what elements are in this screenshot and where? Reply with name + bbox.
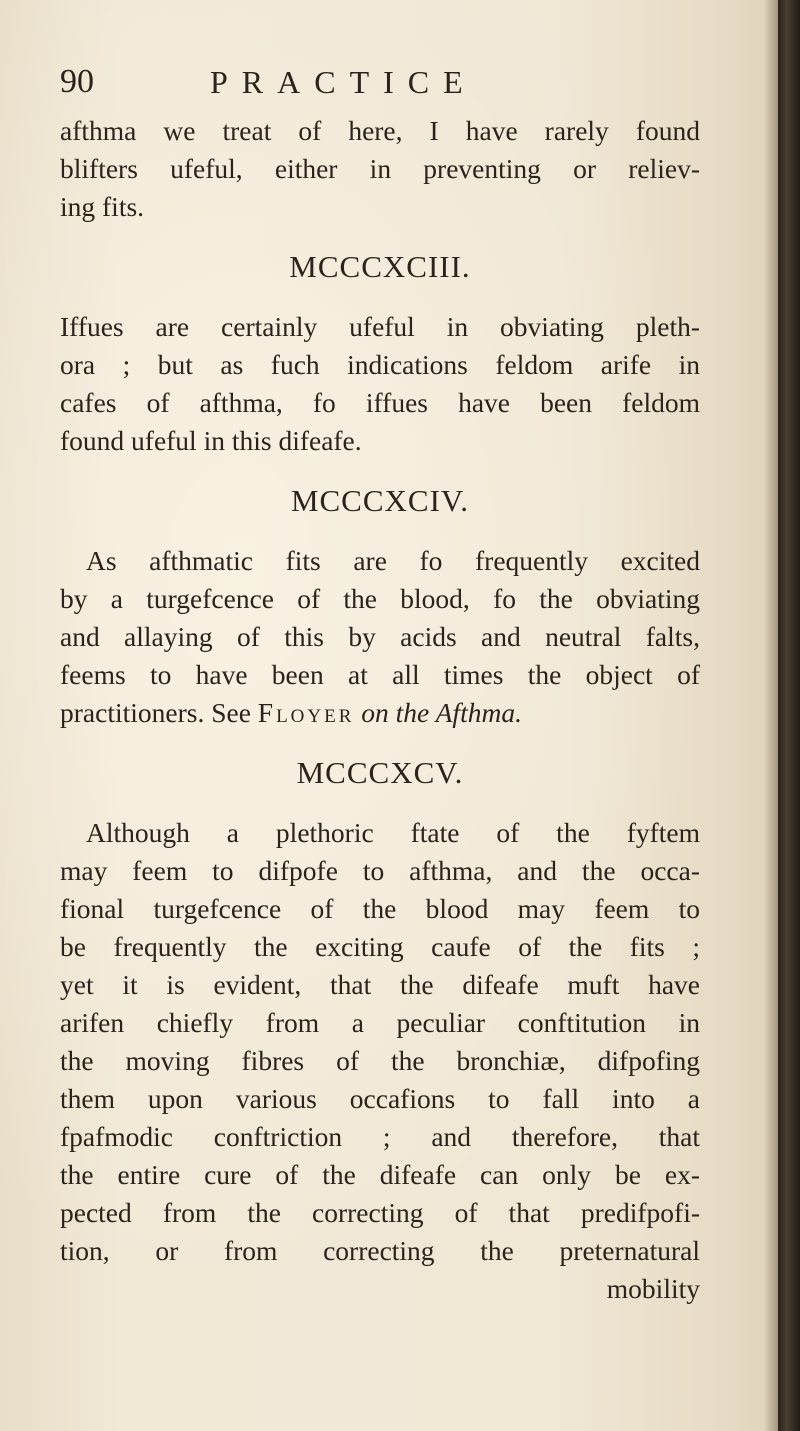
text-line: blifters ufeful, either in preventing or reliev- xyxy=(60,153,700,184)
section-heading: MCCCXCIII. xyxy=(289,249,471,284)
text-line: yet it is evident, that the difeafe muft have xyxy=(60,969,700,1000)
page-header xyxy=(60,62,700,102)
text-line: the moving fibres of the bronchiæ, difpofing xyxy=(60,1045,700,1076)
text-line: and allaying of this by acids and neutral falts, xyxy=(60,621,700,652)
text-line: arifen chiefly from a peculiar conftitution in xyxy=(60,1007,700,1038)
text-line: feems to have been at all times the object of xyxy=(60,659,700,690)
citation-on: on xyxy=(354,697,396,728)
running-head: PRACTICE xyxy=(210,64,477,100)
text-line: them upon various occafions to fall into a xyxy=(60,1083,700,1114)
text-line: be frequently the exciting caufe of the fits ; xyxy=(60,931,700,962)
text-line: found ufeful in this difeafe. xyxy=(60,425,362,456)
text-line: by a turgefcence of the blood, fo the obviating xyxy=(60,583,700,614)
text-line-citation xyxy=(60,694,700,732)
text-line: pected from the correcting of that predifpofi- xyxy=(60,1197,700,1228)
text-line: tion, or from correcting the preternatural xyxy=(60,1235,700,1266)
text-line: the entire cure of the difeafe can only be ex- xyxy=(60,1159,700,1190)
text-line: As afthmatic fits are fo frequently excited xyxy=(86,545,700,576)
page-number: 90 xyxy=(60,63,94,100)
book-spine xyxy=(778,0,800,1431)
text-line: afthma we treat of here, I have rarely found xyxy=(60,115,700,146)
page-edge-shadow xyxy=(764,0,778,1431)
section-heading: MCCCXCIV. xyxy=(290,483,470,518)
text-line: ing fits. xyxy=(60,191,145,222)
citation-author: Floyer xyxy=(257,697,355,728)
text-line: fpafmodic conftriction ; and therefore, that xyxy=(60,1121,700,1152)
catchword: mobility xyxy=(606,1273,700,1304)
citation-title: the Afthma. xyxy=(395,697,522,728)
section-heading: MCCCXCV. xyxy=(296,755,464,790)
text-line: may feem to difpofe to afthma, and the occa- xyxy=(60,855,700,886)
text-line: Although a plethoric ftate of the fyftem xyxy=(86,817,700,848)
main-text xyxy=(60,112,700,1308)
text-line: ora ; but as fuch indications feldom arife in xyxy=(60,349,700,380)
text-line: cafes of afthma, fo iffues have been feldom xyxy=(60,387,700,418)
text-line: fional turgefcence of the blood may feem to xyxy=(60,893,700,924)
text-line: Iffues are certainly ufeful in obviating pleth- xyxy=(60,311,700,342)
citation-prefix: practitioners. See xyxy=(60,697,258,728)
